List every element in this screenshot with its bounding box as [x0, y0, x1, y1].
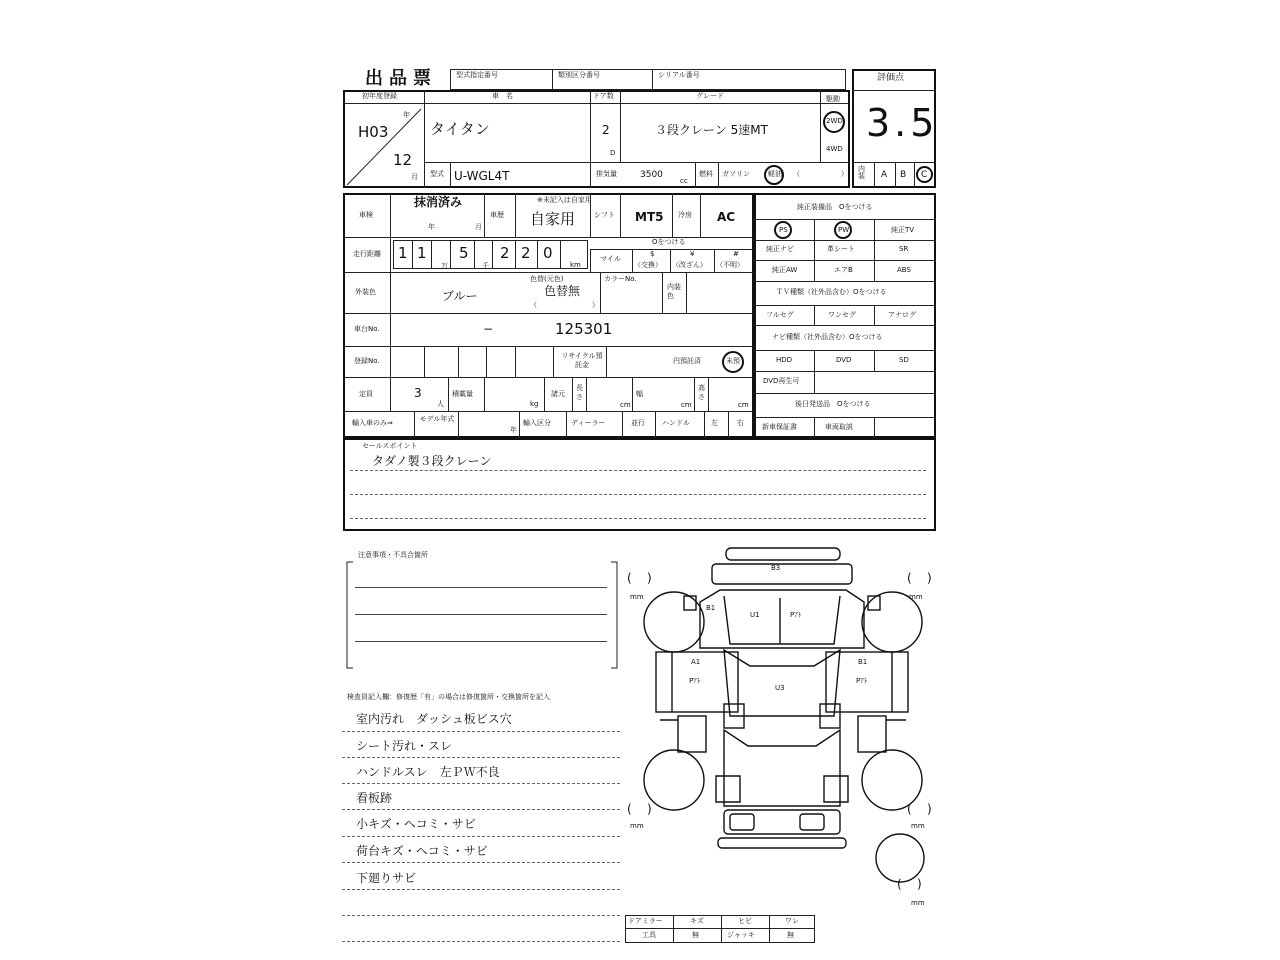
- notes-bracket: [343, 558, 623, 673]
- unknown-label: （不明）: [716, 261, 744, 269]
- color-value: ブルー: [442, 289, 478, 303]
- tv-analog: アナログ: [888, 311, 916, 319]
- inspector-line-3: ハンドルスレ 左ＰＷ不良: [356, 765, 500, 779]
- drive-2wd: 2WD: [826, 117, 843, 125]
- import-class-label: 輸入区分: [523, 419, 551, 427]
- load-unit: kg: [530, 400, 539, 408]
- tire-bracket-fl: ( ): [627, 571, 652, 585]
- tire-bracket-rr: ( ): [907, 802, 932, 816]
- color-change-value: 色替無: [544, 284, 581, 298]
- mileage-label: 走行距離: [353, 250, 381, 258]
- equip-tv: 純正TV: [891, 226, 915, 234]
- front-bumper: [726, 548, 840, 560]
- mileage-digit-5: 2: [521, 244, 531, 262]
- front-left-wheel: [644, 592, 704, 652]
- notes-label: 注意事項・不具合箇所: [358, 551, 428, 559]
- chassis-value: 125301: [555, 320, 613, 338]
- shaken-label: 車検: [359, 211, 373, 219]
- tire-mm-spare: mm: [911, 899, 925, 907]
- mileage-digit-6: 0: [543, 244, 553, 262]
- drive-label: 駆動: [826, 95, 840, 103]
- rear-left-wheel: [644, 750, 704, 810]
- chassis-label: 車台No.: [354, 325, 380, 333]
- navi-title: ナビ種類（社外品含む）Oをつける: [772, 333, 883, 341]
- year-unit: 年: [403, 111, 410, 119]
- width-label: 幅: [636, 390, 643, 398]
- tv-oneseg: ワンセグ: [828, 311, 856, 319]
- dvd-playable: DVD再生可: [763, 377, 800, 385]
- legend-row-4: 無: [787, 931, 794, 939]
- handle-right[interactable]: 右: [737, 419, 744, 427]
- equip-sr: SR: [899, 245, 909, 253]
- navi-hdd: HDD: [776, 356, 793, 364]
- displacement-unit: cc: [680, 177, 688, 185]
- fuel-other: （: [793, 170, 800, 178]
- rear-deck: [724, 730, 840, 806]
- sales-point-label: セールスポイント: [362, 442, 418, 450]
- interior-label: 内装: [858, 165, 865, 180]
- model-year-label: モデル年式: [419, 415, 455, 423]
- mileage-digit-3: 5: [459, 244, 469, 262]
- rear-bumper: [718, 838, 846, 848]
- sen-unit: 千: [482, 262, 489, 270]
- tire-mm-fr: mm: [909, 593, 923, 601]
- interior-b: B: [900, 170, 907, 180]
- car-name: タイタン: [430, 120, 490, 138]
- equip-aw: 純正AW: [772, 266, 798, 274]
- width-cm: cm: [681, 401, 692, 409]
- inspector-line-7: 下廻りサビ: [356, 871, 417, 885]
- sales-point-text: タダノ製３段クレーン: [372, 454, 492, 468]
- yen-sign: ¥: [690, 250, 695, 258]
- capacity-unit: 人: [437, 400, 444, 408]
- left-step: [678, 716, 706, 752]
- later-title: 後日発送品 Oをつける: [795, 400, 871, 408]
- front-right-wheel: [862, 592, 922, 652]
- km-unit: km: [570, 261, 581, 269]
- displacement-value: 3500: [640, 170, 663, 180]
- load-label: 積載量: [452, 390, 473, 398]
- exchange-label: （交換）: [634, 261, 662, 269]
- doors-value: 2: [602, 123, 610, 137]
- equip-ps-circle: [774, 221, 792, 239]
- drive-2wd-circle: [823, 111, 845, 133]
- capacity-value: 3: [414, 386, 422, 400]
- hash-sign: #: [733, 250, 739, 258]
- month-unit: 月: [411, 173, 418, 181]
- details-table: [343, 193, 754, 438]
- shaken-month-unit: 月: [475, 223, 482, 231]
- inspector-line-4: 看板跡: [356, 791, 393, 805]
- history-value: 自家用: [530, 210, 576, 228]
- man-unit: 万: [441, 262, 448, 270]
- handle-label: ハンドル: [662, 419, 690, 427]
- reg-label: 登録No.: [354, 357, 380, 365]
- later-warranty: 新車保証書: [762, 423, 797, 431]
- left-mirror: [684, 596, 696, 610]
- car-name-label: 車 名: [492, 92, 513, 100]
- tire-mm-rr: mm: [911, 822, 925, 830]
- navi-dvd: DVD: [836, 356, 852, 364]
- legend-header-1: ドアミラー: [628, 917, 663, 925]
- fuel-gasoline: ガソリン: [722, 170, 750, 178]
- ac-value: AC: [717, 210, 736, 224]
- legend-header-4: ワレ: [785, 917, 799, 925]
- diagram-label-pat-left: Pｱﾄ: [689, 677, 701, 685]
- diagram-label-b1-top: B1: [706, 604, 716, 612]
- history-note: ※未記入は自家用: [537, 196, 592, 204]
- recycle-label: リサイクル預託金: [561, 352, 603, 369]
- tire-bracket-rl: ( ): [627, 802, 652, 816]
- legend-row-2: 無: [692, 931, 699, 939]
- diagram-label-b1-right: B1: [858, 658, 868, 666]
- rear-right-wheel: [862, 750, 922, 810]
- equip-leather: 革シート: [827, 245, 855, 253]
- diagram-label-u1: U1: [750, 611, 760, 619]
- history-label: 車歴: [490, 211, 504, 219]
- length-label: 長さ: [576, 384, 583, 401]
- inspector-line-6: 荷台キズ・ヘコミ・サビ: [356, 844, 488, 858]
- dollar-sign: $: [650, 250, 655, 258]
- recycle-pending: 未預: [726, 357, 740, 365]
- model-year-nen: 年: [510, 426, 517, 434]
- tv-title: ＴＶ種類（社外品含む）Oをつける: [776, 288, 887, 296]
- chassis-dash: −: [483, 322, 494, 336]
- later-manual: 車両取説: [825, 423, 853, 431]
- roof-panel: [724, 650, 840, 716]
- shaken-value: 抹消済み: [414, 195, 463, 209]
- capacity-label: 定員: [359, 390, 373, 398]
- interior-color-label: 内装色: [667, 283, 681, 300]
- diagram-label-u3: U3: [775, 684, 785, 692]
- windshield: [724, 596, 840, 644]
- height-label: 高さ: [698, 384, 705, 401]
- class-code-label: 類別区分番号: [558, 71, 600, 79]
- height-cm: cm: [738, 401, 749, 409]
- model-value: U-WGL4T: [454, 169, 510, 183]
- score-value: 3.5: [866, 101, 939, 145]
- interior-c: C: [921, 170, 928, 180]
- mile-label: マイル: [600, 255, 621, 263]
- legend-row-1: 工具: [642, 931, 656, 939]
- fuel-other-close: ）: [841, 170, 848, 178]
- legend-row-3: ジャッキ: [727, 931, 755, 939]
- color-label: 外装色: [355, 288, 376, 296]
- equip-ps: PS: [779, 226, 788, 234]
- right-step: [858, 716, 886, 752]
- equip-pw-circle: [834, 221, 852, 239]
- tv-fullseg: フルセグ: [766, 311, 794, 319]
- score-label: 評価点: [877, 73, 905, 83]
- displacement-label: 排気量: [596, 170, 617, 178]
- diagram-label-pat-top: Pｱﾄ: [790, 611, 802, 619]
- shift-value: MT5: [635, 210, 664, 224]
- drive-4wd: 4WD: [826, 145, 843, 153]
- color-paren-open: （: [530, 301, 537, 309]
- model-label: 型式: [430, 170, 444, 178]
- vehicle-diagram: [620, 540, 940, 910]
- front-panel: [712, 564, 852, 584]
- color-no-label: カラーNo.: [604, 275, 637, 283]
- mileage-digit-1: 1: [398, 244, 408, 262]
- recycle-yen: 円預託済: [673, 357, 701, 365]
- ac-label: 冷房: [678, 211, 692, 219]
- shaken-year-unit: 年: [428, 223, 435, 231]
- mark-note: Oをつける: [652, 238, 686, 246]
- doors-label: ドア数: [593, 92, 614, 100]
- first-reg-month: 12: [393, 151, 413, 169]
- grade-label: グレード: [696, 92, 724, 100]
- mileage-digit-2: 1: [417, 244, 427, 262]
- inspector-line-2: シート汚れ・スレ: [356, 739, 453, 753]
- interior-a: A: [881, 170, 888, 180]
- equip-airbag: エアB: [834, 266, 853, 274]
- doors-unit: D: [610, 149, 616, 157]
- first-reg-label: 初年度登録: [362, 92, 397, 100]
- color-change-label: 色替(元色): [530, 275, 564, 283]
- tire-mm-fl: mm: [630, 593, 644, 601]
- interior-c-circle: [916, 166, 933, 183]
- dealer-option[interactable]: ディーラー: [571, 419, 606, 427]
- code-strip: [450, 69, 846, 90]
- diagram-label-b3: B3: [771, 564, 781, 572]
- spare-wheel: [876, 834, 924, 882]
- altered-label: （改ざん）: [672, 261, 707, 269]
- legend-header-2: キズ: [690, 917, 704, 925]
- color-paren-close: ）: [592, 301, 599, 309]
- recycle-pending-circle: [722, 351, 744, 373]
- tire-bracket-spare: ( ): [897, 877, 922, 891]
- equipment-title: 純正装備品 Oをつける: [797, 203, 873, 211]
- length-cm: cm: [620, 401, 631, 409]
- form-title: 出品票: [365, 68, 437, 89]
- inspector-line-5: 小キズ・ヘコミ・サビ: [356, 817, 476, 831]
- parallel-option[interactable]: 並行: [631, 419, 645, 427]
- tire-mm-rl: mm: [630, 822, 644, 830]
- diagram-label-a1: A1: [691, 658, 701, 666]
- inspector-line-1: 室内汚れ ダッシュ板ビス穴: [356, 712, 512, 726]
- tire-bracket-fr: ( ): [907, 571, 932, 585]
- inspector-label: 検査員記入欄：修復歴「有」の場合は修復箇所・交換箇所を記入: [347, 693, 550, 701]
- model-code-label: 型式指定番号: [456, 71, 498, 79]
- equip-navi: 純正ナビ: [766, 245, 794, 253]
- grade-value: ３段クレーン 5速MT: [655, 123, 768, 137]
- import-label: 輸入車のみ⇒: [352, 419, 393, 427]
- fuel-diesel-circle: [764, 165, 784, 185]
- shift-label: シフト: [594, 211, 615, 219]
- legend-header-3: ヒビ: [738, 917, 752, 925]
- fuel-label: 燃料: [699, 170, 713, 178]
- handle-left[interactable]: 左: [711, 419, 718, 427]
- first-reg-era: H03: [358, 123, 389, 141]
- equip-pw: PW: [838, 226, 850, 234]
- fuel-diesel: 軽油: [768, 170, 782, 178]
- equip-abs: ABS: [897, 266, 911, 274]
- diagram-label-pat-right: Pｱﾄ: [856, 677, 868, 685]
- serial-label: シリアル番号: [658, 71, 700, 79]
- mileage-digit-4: 2: [500, 244, 510, 262]
- navi-sd: SD: [899, 356, 909, 364]
- dims-label: 諸元: [551, 390, 565, 398]
